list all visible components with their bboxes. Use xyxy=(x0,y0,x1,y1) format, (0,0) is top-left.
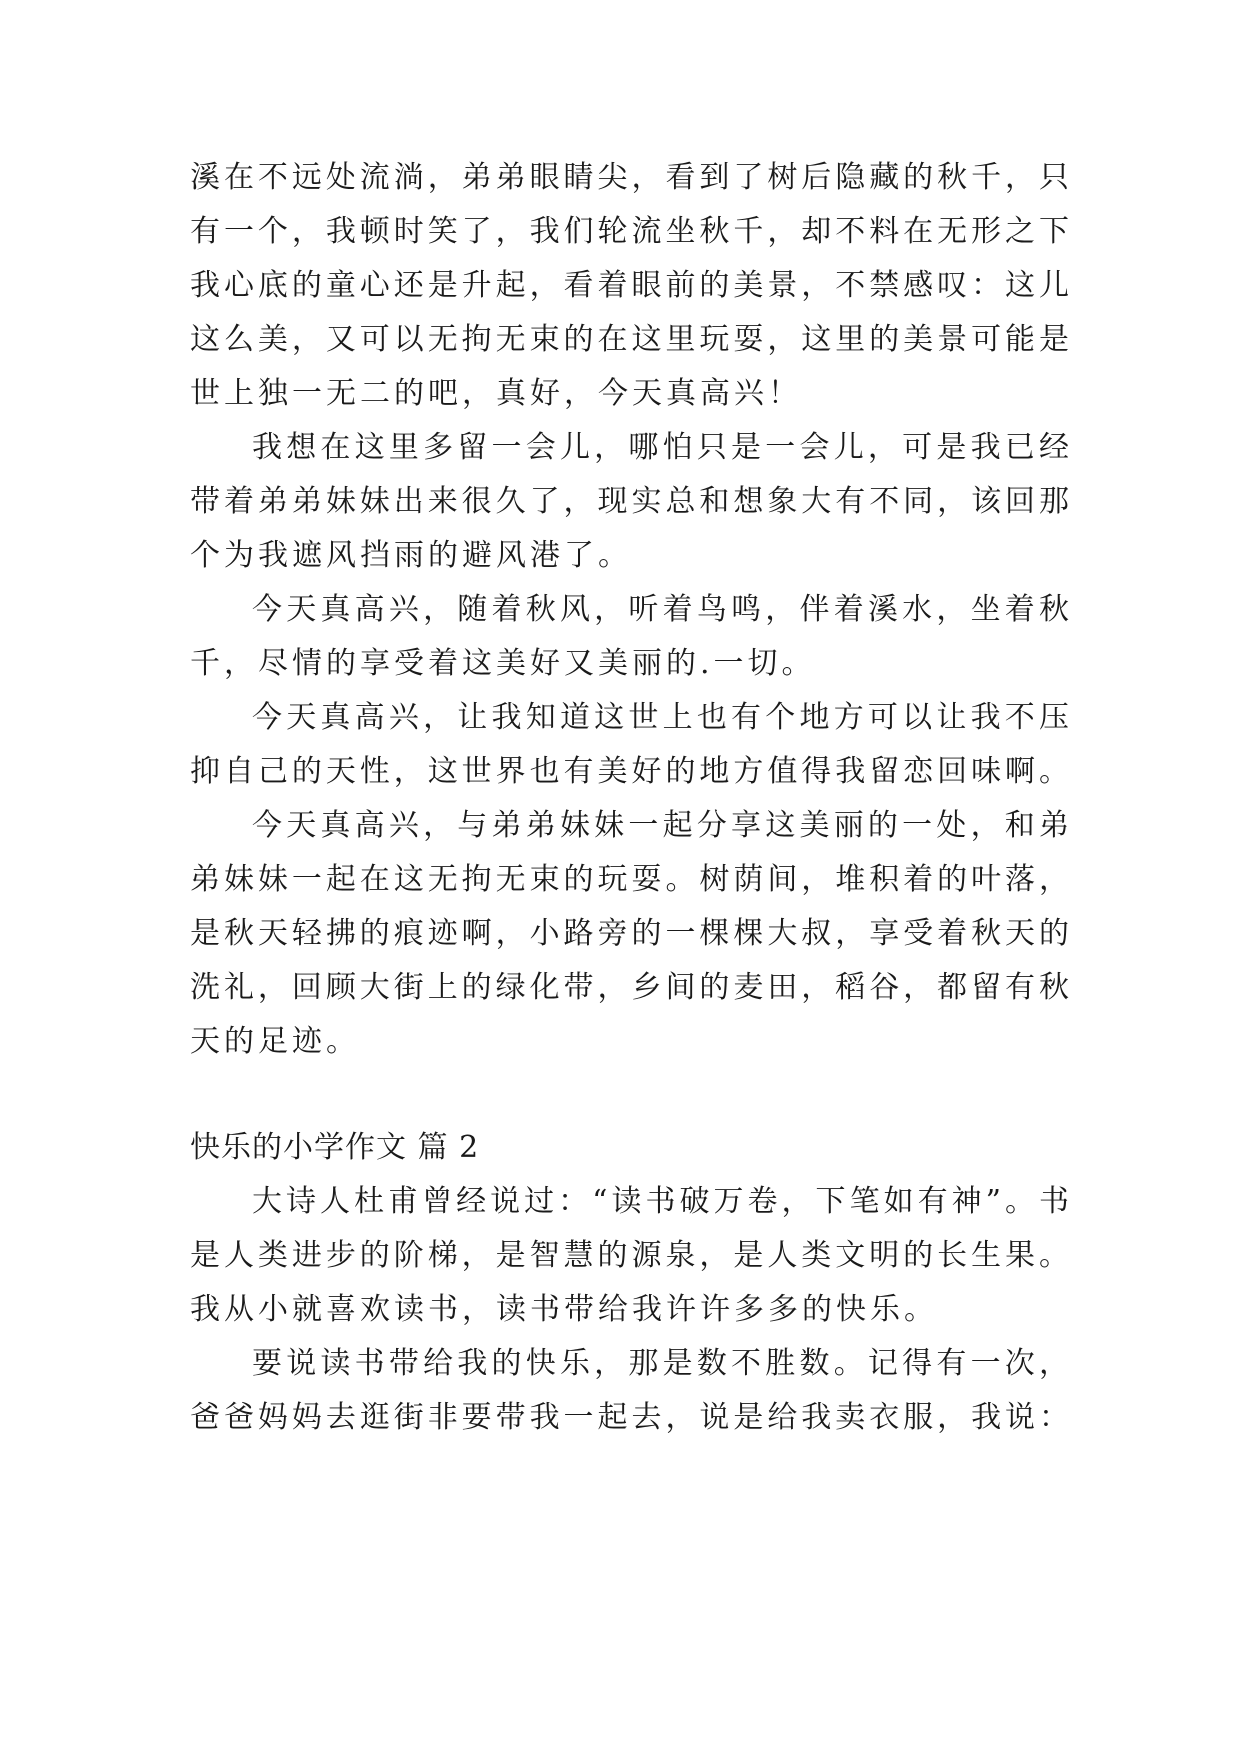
paragraph-line: 大诗人杜甫曾经说过：“读书破万卷，下笔如有神”。书 xyxy=(252,1184,1070,1219)
paragraph-line: 今天真高兴，随着秋风，听着鸟鸣，伴着溪水，坐着秋 xyxy=(252,592,1070,627)
section-heading: 快乐的小学作文 篇 2 xyxy=(190,1130,480,1165)
paragraph-line: 个为我遮风挡雨的避风港了。 xyxy=(190,538,632,573)
paragraph-line: 带着弟弟妹妹出来很久了，现实总和想象大有不同，该回那 xyxy=(190,484,1070,519)
paragraph-line: 是秋天轻拂的痕迹啊，小路旁的一棵棵大叔，享受着秋天的 xyxy=(190,916,1070,951)
paragraph-line: 要说读书带给我的快乐，那是数不胜数。记得有一次， xyxy=(252,1346,1070,1381)
paragraph-line: 我从小就喜欢读书，读书带给我许许多多的快乐。 xyxy=(190,1292,938,1327)
paragraph-line: 抑自己的天性，这世界也有美好的地方值得我留恋回味啊。 xyxy=(190,754,1070,789)
paragraph-line: 溪在不远处流淌，弟弟眼睛尖，看到了树后隐藏的秋千，只 xyxy=(190,160,1070,195)
paragraph-line: 今天真高兴，与弟弟妹妹一起分享这美丽的一处，和弟 xyxy=(252,808,1070,843)
paragraph-line: 洗礼，回顾大街上的绿化带，乡间的麦田，稻谷，都留有秋 xyxy=(190,970,1070,1005)
paragraph-line: 世上独一无二的吧，真好，今天真高兴！ xyxy=(190,376,802,411)
paragraph-line: 千，尽情的享受着这美好又美丽的.一切。 xyxy=(190,646,816,681)
paragraph-line: 今天真高兴，让我知道这世上也有个地方可以让我不压 xyxy=(252,700,1070,735)
paragraph-line: 是人类进步的阶梯，是智慧的源泉，是人类文明的长生果。 xyxy=(190,1238,1070,1273)
paragraph-line: 有一个，我顿时笑了，我们轮流坐秋千，却不料在无形之下 xyxy=(190,214,1070,249)
paragraph-line: 爸爸妈妈去逛街非要带我一起去，说是给我卖衣服，我说： xyxy=(190,1400,1070,1435)
paragraph-line: 我心底的童心还是升起，看着眼前的美景，不禁感叹：这儿 xyxy=(190,268,1070,303)
paragraph-line: 我想在这里多留一会儿，哪怕只是一会儿，可是我已经 xyxy=(252,430,1070,465)
paragraph-line: 这么美，又可以无拘无束的在这里玩耍，这里的美景可能是 xyxy=(190,322,1070,357)
paragraph-line: 天的足迹。 xyxy=(190,1024,360,1059)
paragraph-line: 弟妹妹一起在这无拘无束的玩耍。树荫间，堆积着的叶落， xyxy=(190,862,1070,897)
